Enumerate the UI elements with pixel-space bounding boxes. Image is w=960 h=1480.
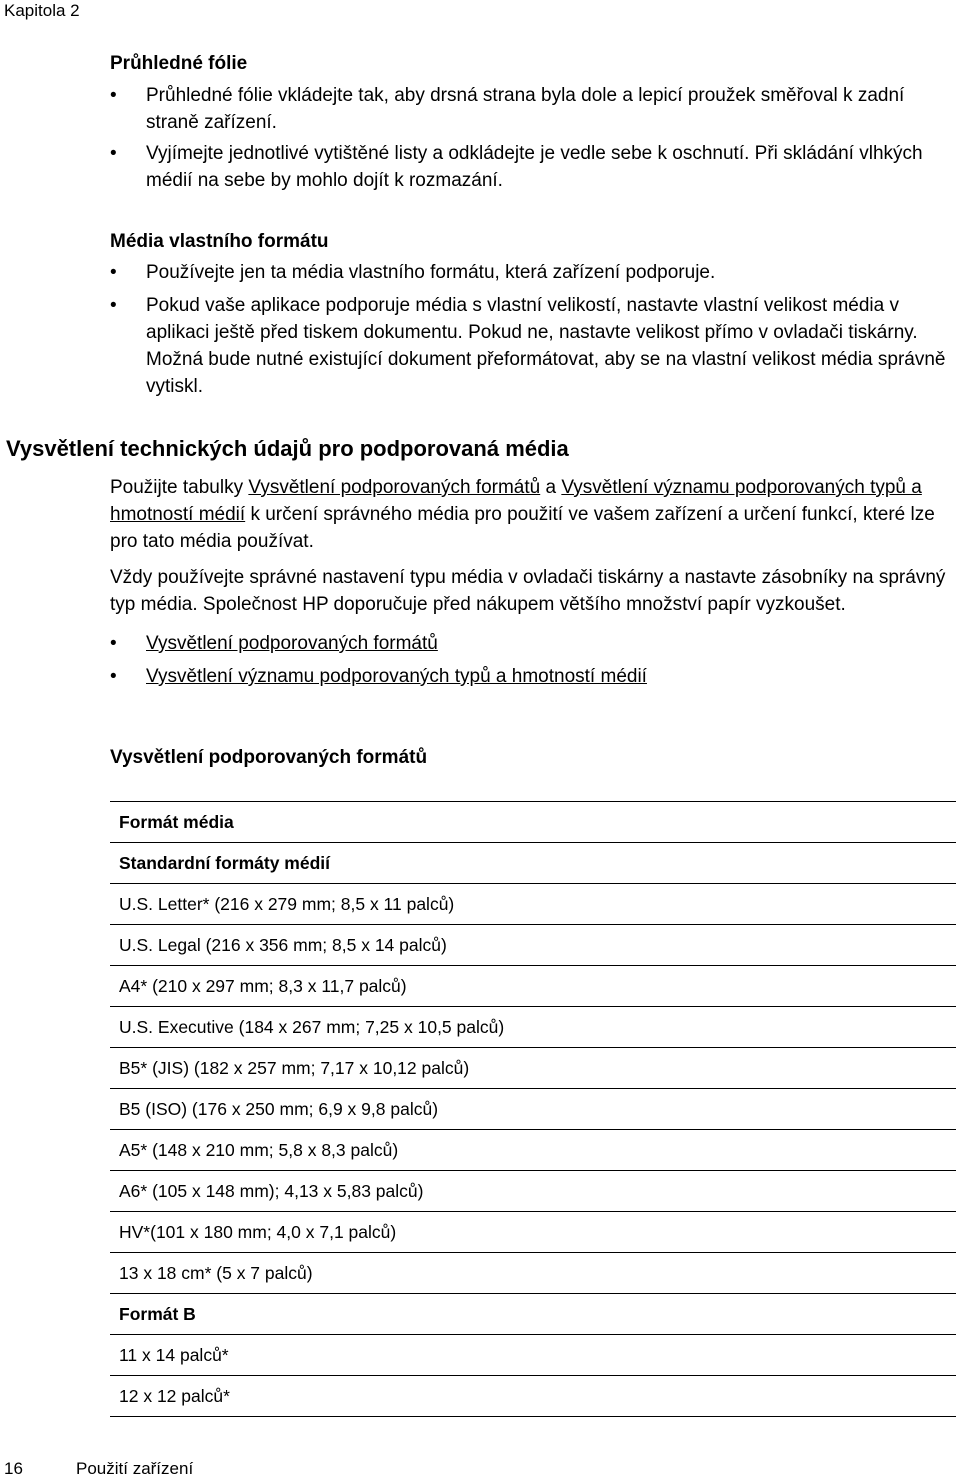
para-text: a — [540, 477, 562, 498]
formats-table — [110, 801, 956, 1417]
specs-link-list — [110, 628, 956, 692]
table-cell: U.S. Executive (184 x 267 mm; 7,25 x 10,5 palců) — [110, 1007, 956, 1048]
link-supported-types-weights[interactable]: Vysvětlení významu podporovaných typů a hmotností médií — [110, 477, 922, 525]
table-row — [110, 1171, 956, 1212]
specs-heading: Vysvětlení technických údajů pro podporovaná média — [6, 436, 569, 461]
para-text: k určení správného média pro použití ve vašem zařízení a určení funkcí, které lze pro tato média používat. — [110, 504, 935, 552]
table-row — [110, 802, 956, 843]
table-cell: A6* (105 x 148 mm); 4,13 x 5,83 palců) — [110, 1171, 956, 1212]
specs-advice-paragraph: Vždy používejte správné nastavení typu média v ovladači tiskárny a nastavte zásobníky na správný typ média. Společnost HP doporučuje před nákupem většího množství papír vyzkoušet. — [110, 567, 946, 615]
formats-table-body — [110, 802, 956, 1417]
table-row — [110, 1335, 956, 1376]
custom-media-list — [110, 259, 956, 400]
chapter-header: Kapitola 2 — [4, 1, 80, 20]
specs-section — [110, 474, 956, 692]
list-item: • Průhledné fólie vkládejte tak, aby drsná strana byla dole a lepicí proužek směřoval k zadní straně zařízení. — [110, 82, 956, 136]
custom-media-section — [110, 229, 956, 400]
specs-intro-paragraph — [110, 474, 956, 555]
table-row — [110, 884, 956, 925]
list-item — [110, 661, 956, 692]
formats-heading: Vysvětlení podporovaných formátů — [110, 747, 428, 768]
table-cell: 12 x 12 palců* — [110, 1376, 956, 1417]
table-row — [110, 925, 956, 966]
table-row — [110, 1130, 956, 1171]
table-row — [110, 1089, 956, 1130]
table-row — [110, 1294, 956, 1335]
footer-section-title: Použití zařízení — [76, 1459, 194, 1478]
table-cell: Formát B — [110, 1294, 956, 1335]
table-row — [110, 843, 956, 884]
table-row — [110, 1048, 956, 1089]
link-supported-formats[interactable]: Vysvětlení podporovaných formátů — [146, 633, 438, 654]
table-row — [110, 1212, 956, 1253]
table-cell: Standardní formáty médií — [110, 843, 956, 884]
transparencies-heading: Průhledné fólie — [110, 53, 248, 74]
table-row — [110, 1007, 956, 1048]
list-item: • Používejte jen ta média vlastního formátu, která zařízení podporuje. — [110, 259, 956, 286]
table-cell: HV*(101 x 180 mm; 4,0 x 7,1 palců) — [110, 1212, 956, 1253]
table-cell: U.S. Letter* (216 x 279 mm; 8,5 x 11 palců) — [110, 884, 956, 925]
table-cell: 11 x 14 palců* — [110, 1335, 956, 1376]
list-item: • Pokud vaše aplikace podporuje média s vlastní velikostí, nastavte vlastní velikost média v aplikaci ještě před tiskem dokumentu. Pokud ne, nastavte velikost přímo v ovladači tiskárny. Možná bude nutné existující dokument přeformátovat, aby se na vlastní velikost média správně vytiskl. — [110, 292, 956, 400]
table-cell: B5 (ISO) (176 x 250 mm; 6,9 x 9,8 palců) — [110, 1089, 956, 1130]
table-cell: Formát média — [110, 802, 956, 843]
table-row — [110, 966, 956, 1007]
table-cell: 13 x 18 cm* (5 x 7 palců) — [110, 1253, 956, 1294]
transparencies-list — [110, 82, 956, 194]
table-cell: B5* (JIS) (182 x 257 mm; 7,17 x 10,12 palců) — [110, 1048, 956, 1089]
custom-media-heading: Média vlastního formátu — [110, 231, 329, 252]
list-item: • Vyjímejte jednotlivé vytištěné listy a odkládejte je vedle sebe k oschnutí. Při skládání vlhkých médií na sebe by mohlo dojít k rozmazání. — [110, 140, 956, 194]
list-item — [110, 628, 956, 659]
link-supported-types-weights[interactable]: Vysvětlení významu podporovaných typů a hmotností médií — [146, 666, 647, 687]
para-text: Použijte tabulky — [110, 477, 249, 498]
table-row — [110, 1376, 956, 1417]
transparencies-section — [110, 51, 956, 194]
link-supported-formats[interactable]: Vysvětlení podporovaných formátů — [248, 477, 541, 498]
table-cell: A4* (210 x 297 mm; 8,3 x 11,7 palců) — [110, 966, 956, 1007]
table-cell: U.S. Legal (216 x 356 mm; 8,5 x 14 palců) — [110, 925, 956, 966]
formats-section — [110, 745, 956, 771]
page-number: 16 — [4, 1459, 23, 1478]
page-footer — [4, 1458, 193, 1480]
table-cell: A5* (148 x 210 mm; 5,8 x 8,3 palců) — [110, 1130, 956, 1171]
table-row — [110, 1253, 956, 1294]
